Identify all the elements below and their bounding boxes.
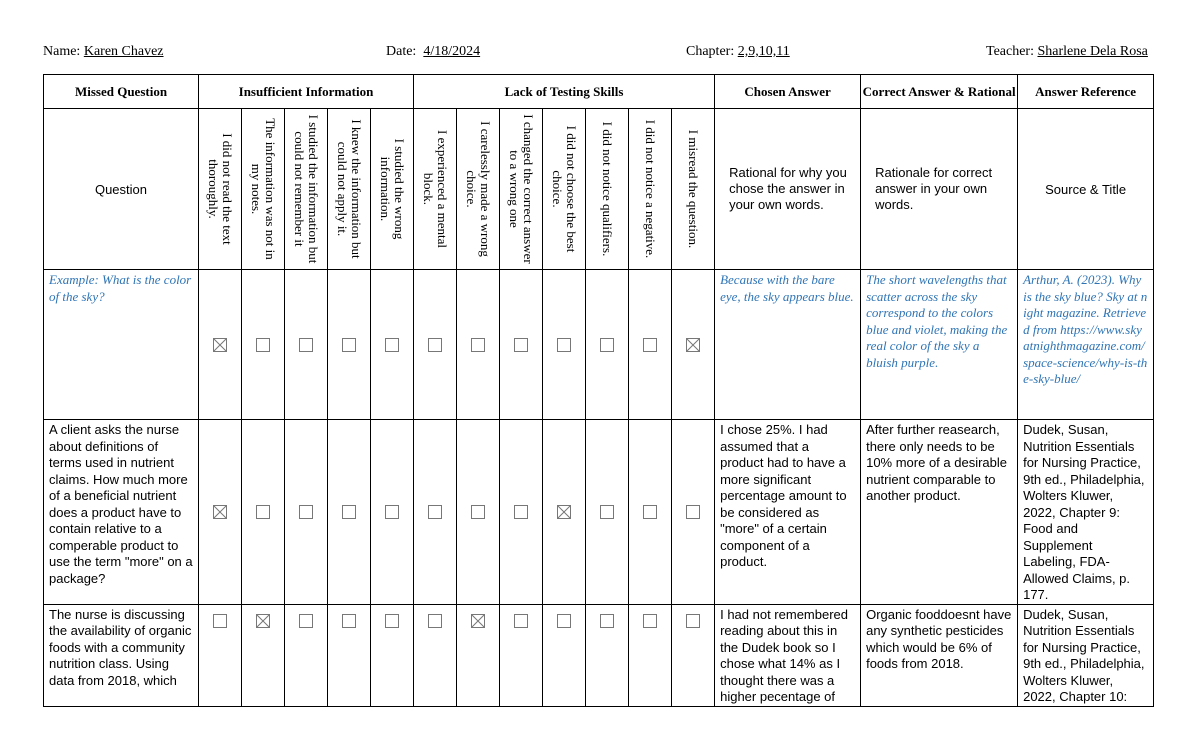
unchecked-checkbox[interactable] (342, 338, 356, 352)
unchecked-checkbox[interactable] (299, 614, 313, 628)
reason-checkbox-cell (629, 604, 672, 706)
column-header-row (44, 75, 1154, 109)
reason-checkbox-cell (242, 420, 285, 605)
reason-header (629, 109, 672, 270)
reason-text: I did not choose the best choice. (550, 125, 579, 253)
reason-text: The information was not in my notes. (249, 118, 278, 260)
checked-checkbox[interactable] (557, 505, 571, 519)
insufficient-info-header: Insufficient Information (199, 75, 414, 109)
teacher-field (986, 44, 1148, 60)
reason-checkbox-cell (242, 270, 285, 420)
teacher-value: Sharlene Dela Rosa (1037, 44, 1148, 59)
checked-checkbox[interactable] (686, 338, 700, 352)
chapter-value: 2,9,10,11 (737, 44, 790, 59)
reference-description: Source & Title (1018, 109, 1154, 270)
correct-answer-cell: After further reasearch, there only needs to be 10% more of a desirable nutrient comparable to another product. (861, 420, 1018, 605)
reason-checkbox-cell (672, 604, 715, 706)
reason-header (242, 109, 285, 270)
example-row (44, 270, 1154, 420)
unchecked-checkbox[interactable] (643, 338, 657, 352)
reason-header (414, 109, 457, 270)
reference-cell: Arthur, A. (2023). Why is the sky blue? Sky at night magazine. Retrieved from https://www.skyatnighthmagazine.com/space-science/why-is-the-sky-blue/ (1018, 270, 1154, 420)
unchecked-checkbox[interactable] (299, 338, 313, 352)
name-label: Name: (43, 44, 81, 59)
unchecked-checkbox[interactable] (342, 505, 356, 519)
reason-checkbox-cell (543, 420, 586, 605)
lack-testing-skills-header: Lack of Testing Skills (414, 75, 715, 109)
reason-text: I did not notice a negative. (643, 119, 658, 259)
unchecked-checkbox[interactable] (557, 614, 571, 628)
reason-checkbox-cell (285, 420, 328, 605)
chosen-description: Rational for why you chose the answer in your own words. (715, 109, 861, 270)
reason-checkbox-cell (457, 604, 500, 706)
unchecked-checkbox[interactable] (213, 614, 227, 628)
unchecked-checkbox[interactable] (686, 614, 700, 628)
reason-checkbox-cell (328, 270, 371, 420)
reason-checkbox-cell (672, 270, 715, 420)
reason-checkbox-cell (285, 604, 328, 706)
chapter-label: Chapter: (686, 44, 735, 59)
reason-checkbox-cell (371, 604, 414, 706)
x-mark-icon (257, 615, 269, 627)
question-cell: The nurse is discussing the availability of organic foods with a community nutrition class. Using data from 2018, which (44, 604, 199, 706)
checked-checkbox[interactable] (213, 505, 227, 519)
unchecked-checkbox[interactable] (428, 338, 442, 352)
unchecked-checkbox[interactable] (514, 614, 528, 628)
name-field (43, 44, 164, 60)
reason-header (285, 109, 328, 270)
reason-text: I studied the wrong information. (378, 138, 407, 240)
reason-checkbox-cell (199, 270, 242, 420)
checked-checkbox[interactable] (213, 338, 227, 352)
unchecked-checkbox[interactable] (600, 614, 614, 628)
checked-checkbox[interactable] (471, 614, 485, 628)
reason-text: I did not read the text thoroughly. (206, 133, 235, 245)
x-mark-icon (472, 615, 484, 627)
unchecked-checkbox[interactable] (385, 505, 399, 519)
question-label: Question (44, 109, 199, 270)
question-row (44, 604, 1154, 706)
correct-answer-header: Correct Answer & Rational (861, 75, 1018, 109)
unchecked-checkbox[interactable] (643, 614, 657, 628)
unchecked-checkbox[interactable] (385, 338, 399, 352)
unchecked-checkbox[interactable] (256, 505, 270, 519)
chosen-answer-cell: I had not remembered reading about this in the Dudek book so I chose what 14% as I thought there was a higher pecentage of (715, 604, 861, 706)
name-value: Karen Chavez (83, 44, 164, 59)
reason-text: I carelessly made a wrong choice. (464, 121, 493, 257)
reason-header (199, 109, 242, 270)
reason-checkbox-cell (414, 604, 457, 706)
reason-checkbox-cell (328, 604, 371, 706)
question-cell: Example: What is the color of the sky? (44, 270, 199, 420)
reason-header (371, 109, 414, 270)
reason-header (672, 109, 715, 270)
reason-checkbox-cell (328, 420, 371, 605)
unchecked-checkbox[interactable] (428, 614, 442, 628)
reason-checkbox-cell (500, 270, 543, 420)
reason-checkbox-cell (543, 604, 586, 706)
chapter-field (686, 44, 790, 60)
reason-text: I changed the correct answer to a wrong one (507, 114, 536, 264)
question-cell: A client asks the nurse about definitions of terms used in nutrient claims. How much more of a beneficial nutrient does a product have to contain relative to a comperable product to use the term "more" on a package? (44, 420, 199, 605)
reason-checkbox-cell (586, 604, 629, 706)
unchecked-checkbox[interactable] (299, 505, 313, 519)
reason-checkbox-cell (457, 420, 500, 605)
unchecked-checkbox[interactable] (600, 338, 614, 352)
reference-cell: Dudek, Susan, Nutrition Essentials for Nursing Practice, 9th ed., Philadelphia, Wolters Kluwer, 2022, Chapter 9: Food and Supplement Labeling, FDA-Allowed Claims, p. 177. (1018, 420, 1154, 605)
unchecked-checkbox[interactable] (557, 338, 571, 352)
x-mark-icon (214, 506, 226, 518)
reason-checkbox-cell (500, 420, 543, 605)
teacher-label: Teacher: (986, 44, 1034, 59)
reason-text: I did not notice qualifiers. (600, 121, 615, 257)
unchecked-checkbox[interactable] (600, 505, 614, 519)
reason-checkbox-cell (500, 604, 543, 706)
answer-reference-header: Answer Reference (1018, 75, 1154, 109)
x-mark-icon (214, 339, 226, 351)
missed-question-header: Missed Question (44, 75, 199, 109)
reason-checkbox-cell (672, 420, 715, 605)
chosen-answer-cell: Because with the bare eye, the sky appears blue. (715, 270, 861, 420)
reason-header (500, 109, 543, 270)
correct-answer-cell: The short wavelengths that scatter across the sky correspond to the colors blue and violet, making the real color of the sky a bluish purple. (861, 270, 1018, 420)
reason-header (543, 109, 586, 270)
reason-checkbox-cell (629, 270, 672, 420)
reason-header (328, 109, 371, 270)
reason-checkbox-cell (371, 270, 414, 420)
reason-text: I misread the question. (686, 129, 702, 249)
reason-checkbox-cell (586, 420, 629, 605)
reason-checkbox-cell (629, 420, 672, 605)
checked-checkbox[interactable] (256, 614, 270, 628)
reason-checkbox-cell (586, 270, 629, 420)
unchecked-checkbox[interactable] (514, 338, 528, 352)
subheader-row (44, 109, 1154, 270)
chosen-answer-header: Chosen Answer (715, 75, 861, 109)
reason-checkbox-cell (414, 270, 457, 420)
reason-checkbox-cell (199, 420, 242, 605)
unchecked-checkbox[interactable] (256, 338, 270, 352)
unchecked-checkbox[interactable] (471, 505, 485, 519)
unchecked-checkbox[interactable] (471, 338, 485, 352)
unchecked-checkbox[interactable] (686, 505, 700, 519)
correct-answer-cell: Organic fooddoesnt have any synthetic pesticides which would be 6% of foods from 2018. (861, 604, 1018, 706)
reason-checkbox-cell (371, 420, 414, 605)
date-field (386, 44, 480, 60)
reason-checkbox-cell (199, 604, 242, 706)
chosen-answer-cell: I chose 25%. I had assumed that a product had to have a more significant percentage amount to be considered as "more" of a certain component of a product. (715, 420, 861, 605)
unchecked-checkbox[interactable] (385, 614, 399, 628)
reason-header (457, 109, 500, 270)
reason-checkbox-cell (285, 270, 328, 420)
unchecked-checkbox[interactable] (342, 614, 356, 628)
test-analysis-table (43, 74, 1154, 707)
reason-header (586, 109, 629, 270)
reason-text: I studied the information but could not remember it (292, 114, 321, 264)
x-mark-icon (558, 506, 570, 518)
reference-cell: Dudek, Susan, Nutrition Essentials for Nursing Practice, 9th ed., Philadelphia, Wolters Kluwer, 2022, Chapter 10: (1018, 604, 1154, 706)
date-label: Date: (386, 44, 417, 59)
date-value: 4/18/2024 (423, 44, 481, 59)
unchecked-checkbox[interactable] (643, 505, 657, 519)
correct-description: Rationale for correct answer in your own words. (861, 109, 1018, 270)
question-row (44, 420, 1154, 605)
unchecked-checkbox[interactable] (514, 505, 528, 519)
reason-text: I experienced a mental block. (421, 129, 450, 248)
reason-checkbox-cell (414, 420, 457, 605)
reason-checkbox-cell (457, 270, 500, 420)
x-mark-icon (687, 339, 699, 351)
reason-text: I knew the information but could not apply it. (335, 119, 364, 259)
unchecked-checkbox[interactable] (428, 505, 442, 519)
reason-checkbox-cell (543, 270, 586, 420)
reason-checkbox-cell (242, 604, 285, 706)
